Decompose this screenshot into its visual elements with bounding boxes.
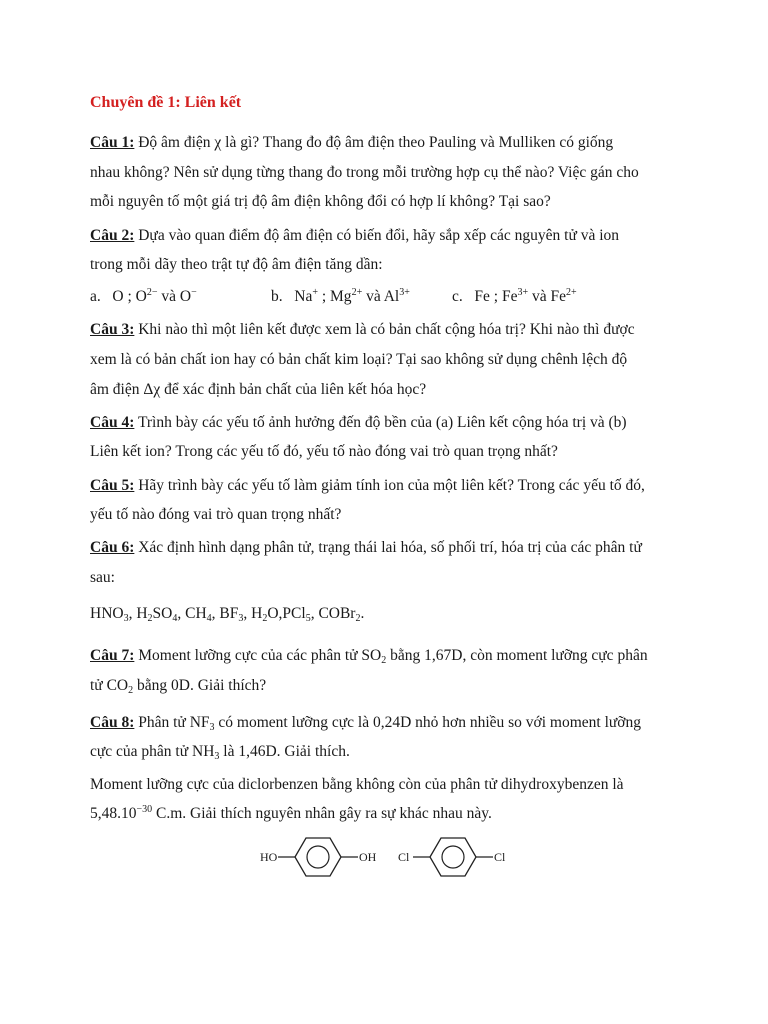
question-1-label: Câu 1: [90,134,135,151]
question-3-line-1: Câu 3: Khi nào thì một liên kết được xem là có bản chất cộng hóa trị? Khi nào thì được [90,321,635,338]
question-5-line-2: yếu tố nào đóng vai trò quan trọng nhất? [90,506,342,523]
question-3-line-2: xem là có bản chất ion hay có bản chất kim loại? Tại sao không sử dụng chênh lệch độ [90,351,628,368]
hydroxyl-left-label: HO [260,850,278,864]
question-6-label: Câu 6: [90,539,135,556]
question-2-line-2: trong mỗi dãy theo trật tự độ âm điện tăng dần: [90,256,383,273]
question-2-line-1: Câu 2: Dựa vào quan điểm độ âm điện có biến đổi, hãy sắp xếp các nguyên tử và ion [90,227,620,244]
chlorine-right-label: Cl [494,850,506,864]
question-5-label: Câu 5: [90,477,135,494]
question-8-line-1: Câu 8: Phân tử $NF_3$ có moment lưỡng cực là 0,24D nhỏ hơn nhiều so với moment lưỡng [90,714,642,733]
question-5-line-1: Câu 5: Hãy trình bày các yếu tố làm giảm tính ion của một liên kết? Trong các yếu tố đó, [90,477,645,494]
question-4-line-2: Liên kết ion? Trong các yếu tố đó, yếu tố nào đóng vai trò quan trọng nhất? [90,443,558,460]
question-2-option-b: b. Na+ ; $Mg^{2+}$ và $Al^{3+}$ [271,287,410,305]
question-8-paragraph-line-2: $5,48.10^{-30}$ C.m. Giải thích nguyên nhân gây ra sự khác nhau này. [90,804,492,822]
dihydroxybenzene-structure [260,838,377,876]
question-2-label: Câu 2: [90,227,135,244]
molecule-diagrams [250,830,530,890]
dichlorobenzene-structure [398,838,506,876]
question-6-line-2: sau: [90,569,115,586]
question-2-option-a: a. O ; $O^{2-}$ và O− [90,287,197,305]
hydroxyl-right-label: OH [359,850,377,864]
question-6-formula-list: $HNO_3$, $H_2SO_4$, $CH_4$, $BF_3$, $H_2O,PCl_5$, COBr$_2$. [90,605,365,624]
question-8-label: Câu 8: [90,714,135,731]
question-1-line-1: Câu 1: Độ âm điện χ là gì? Thang đo độ âm điện theo Pauling và Mulliken có giống [90,134,614,151]
question-1-line-3: mỗi nguyên tố một giá trị độ âm điện không đổi có hợp lí không? Tại sao? [90,193,551,210]
question-3-label: Câu 3: [90,321,135,338]
question-8-line-2: cực của phân tử $NH_3$ là 1,46D. Giải thích. [90,743,350,762]
question-4-label: Câu 4: [90,414,135,431]
question-6-line-1: Câu 6: Xác định hình dạng phân tử, trạng thái lai hóa, số phối trí, hóa trị của các phân tử [90,539,642,556]
chlorine-left-label: Cl [398,850,410,864]
question-7-label: Câu 7: [90,647,135,664]
document-title: Chuyên đề 1: Liên kết [90,94,242,111]
question-8-paragraph-line-1: Moment lưỡng cực của diclorbenzen bằng không còn của phân tử dihydroxybenzen là [90,776,624,793]
question-7-line-1: Câu 7: Moment lưỡng cực của các phân tử $SO_2$ bằng 1,67D, còn moment lưỡng cực phân [90,647,648,666]
question-4-line-1: Câu 4: Trình bày các yếu tố ảnh hưởng đến độ bền của (a) Liên kết cộng hóa trị và (b) [90,414,627,431]
question-3-line-3: âm điện Δχ để xác định bản chất của liên kết hóa học? [90,381,427,398]
question-7-line-2: tử $CO_2$ bằng 0D. Giải thích? [90,677,267,696]
question-2-option-c: c. Fe ; $Fe^{3+}$ và $Fe^{2+}$ [452,287,577,305]
question-1-line-2: nhau không? Nên sử dụng từng thang đo trong mỗi trường hợp cụ thể nào? Việc gán cho [90,164,639,181]
